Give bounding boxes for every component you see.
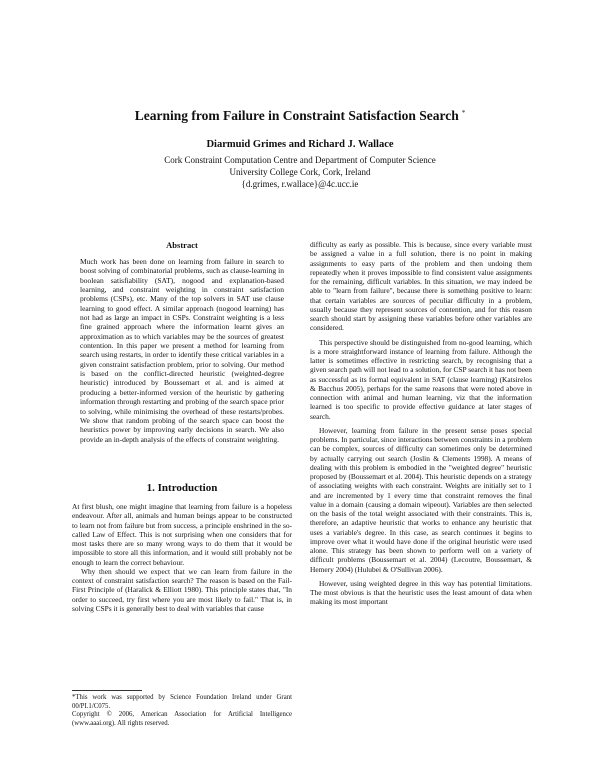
paragraph: At first blush, one might imagine that learning from failure is a hopeless endeavour. After all, animals and human beings appear to be constructed to learn not from failure but from success, a principle enshrined in the so-called Law of Effect. This is not surprising when one considers that for most tasks there are so many wrong ways to do them that it would be impossible to store all this information, and it would still probably not be enough to learn the correct behaviour. bbox=[72, 502, 292, 567]
affiliation-line: Cork Constraint Computation Centre and Department of Computer Science bbox=[164, 155, 436, 165]
funding-footnote: *This work was supported by Science Foundation Ireland under Grant 00/PI.1/C075. bbox=[72, 694, 292, 710]
affiliation-block bbox=[0, 154, 600, 190]
paper-authors: Diarmuid Grimes and Richard J. Wallace bbox=[206, 139, 394, 150]
abstract-heading: Abstract bbox=[166, 240, 198, 250]
author-emails: {d.grimes, r.wallace}@4c.ucc.ie bbox=[241, 179, 359, 189]
paragraph: However, learning from failure in the present sense poses special problems. In particular, since interactions between constraints in a problem can be complex, sources of difficulty can sometimes only be determined by actually carrying out search (Joslin & Clements 1998). A means of dealing with this problem is embodied in the "weighted degree" heuristic proposed by (Boussemart et al. 2004). This heuristic depends on a strategy of associating weights with each constraint. Weights are initially set to 1 and are incremented by 1 every time that constraint removes the final value in a domain (causing a domain wipeout). Variables are then selected on the basis of the total weight associated with their constraints. This is, therefore, an adaptive heuristic that works to enhance any heuristic that uses a variable's degree. In this case, as search continues it begins to improve over what it would have done if the original heuristic were used alone. This strategy has been shown to perform well on a variety of difficult problems (Boussemart et al. 2004) (Lecoutre, Boussemart, & Hemery 2004) (Hulubei & O'Sullivan 2006). bbox=[310, 425, 532, 574]
right-column-text bbox=[310, 240, 532, 607]
affiliation-line: University College Cork, Cork, Ireland bbox=[229, 167, 371, 177]
abstract-text: Much work has been done on learning from failure in search to boost solving of combinatorial problems, such as clause-learning in boolean satisfiability (SAT), nogood and explanation-based learning, and constraint weighting in constraint satisfaction problems (CSPs), etc. Many of the top solvers in SAT use clause learning to good effect. A similar approach (nogood learning) has not had as large an impact in CSPs. Constraint weighting is a less fine grained approach where the information learnt gives an approximation as to which variables may be the sources of greatest contention. In this paper we present a method for learning from search using restarts, in order to identify these critical variables in a given constraint satisfaction problem, prior to solving. Our method is based on the conflict-directed heuristic (weighted-degree heuristic) introduced by Boussemart et al. and is aimed at producing a better-informed version of the heuristic by gathering information through restarting and probing of the search space prior to solving, while minimising the overhead of these restarts/probes. We show that random probing of the search space can boost the heuristics power by improving early decisions in search. We also provide an in-depth analysis of the effects of constraint weighting. bbox=[80, 257, 284, 444]
section-heading-introduction: 1. Introduction bbox=[146, 482, 218, 494]
introduction-text bbox=[72, 502, 292, 613]
paper-title-text: Learning from Failure in Constraint Satisfaction Search bbox=[134, 108, 459, 123]
copyright-notice: Copyright © 2006, American Association for Artificial Intelligence (www.aaai.org). All rights reserved. bbox=[72, 711, 292, 727]
paper-title bbox=[0, 108, 600, 124]
footnotes bbox=[72, 690, 292, 728]
abstract-section bbox=[72, 240, 292, 444]
footnote-rule bbox=[72, 690, 142, 691]
paragraph: This perspective should be distinguished from no-good learning, which is a more straightforward instance of learning from failure. Although the latter is sometimes effective in restricting search, by recognising that a given search path will not lead to a solution, for CSP search it has not been as successful as its formal equivalent in SAT (clause learning) (Katsirelos & Bacchus 2005), perhaps for the same reasons that were noted above in connection with animal and human learning, viz that the information learned is too specific to provide effective guidance at later stages of search. bbox=[310, 337, 532, 421]
paragraph: However, using weighted degree in this way has potential limitations. The most obvious is that the heuristic uses the least amount of data when making its most important bbox=[310, 578, 532, 607]
paragraph: difficulty as early as possible. This is because, since every variable must be assigned a value in a full solution, there is no point in making assignments to easy parts of the problem and then undoing them repeatedly when it proves impossible to find consistent value assignments for the remaining, difficult variables. In this situation, we may indeed be able to "learn from failure", because there is something positive to learn: that certain variables are sources of peculiar difficulty in a problem, usually because they represent sources of contention, and for this reason search should start by assigning these variables before other variables are considered. bbox=[310, 240, 532, 333]
paragraph: Why then should we expect that we can learn from failure in the context of constraint satisfaction search? The reason is based on the Fail-First Principle of (Haralick & Elliott 1980). This principle states that, "In order to succeed, try first where you are most likely to fail." That is, in solving CSPs it is generally best to deal with variables that cause bbox=[72, 566, 292, 613]
title-footnote-marker: * bbox=[461, 108, 466, 117]
